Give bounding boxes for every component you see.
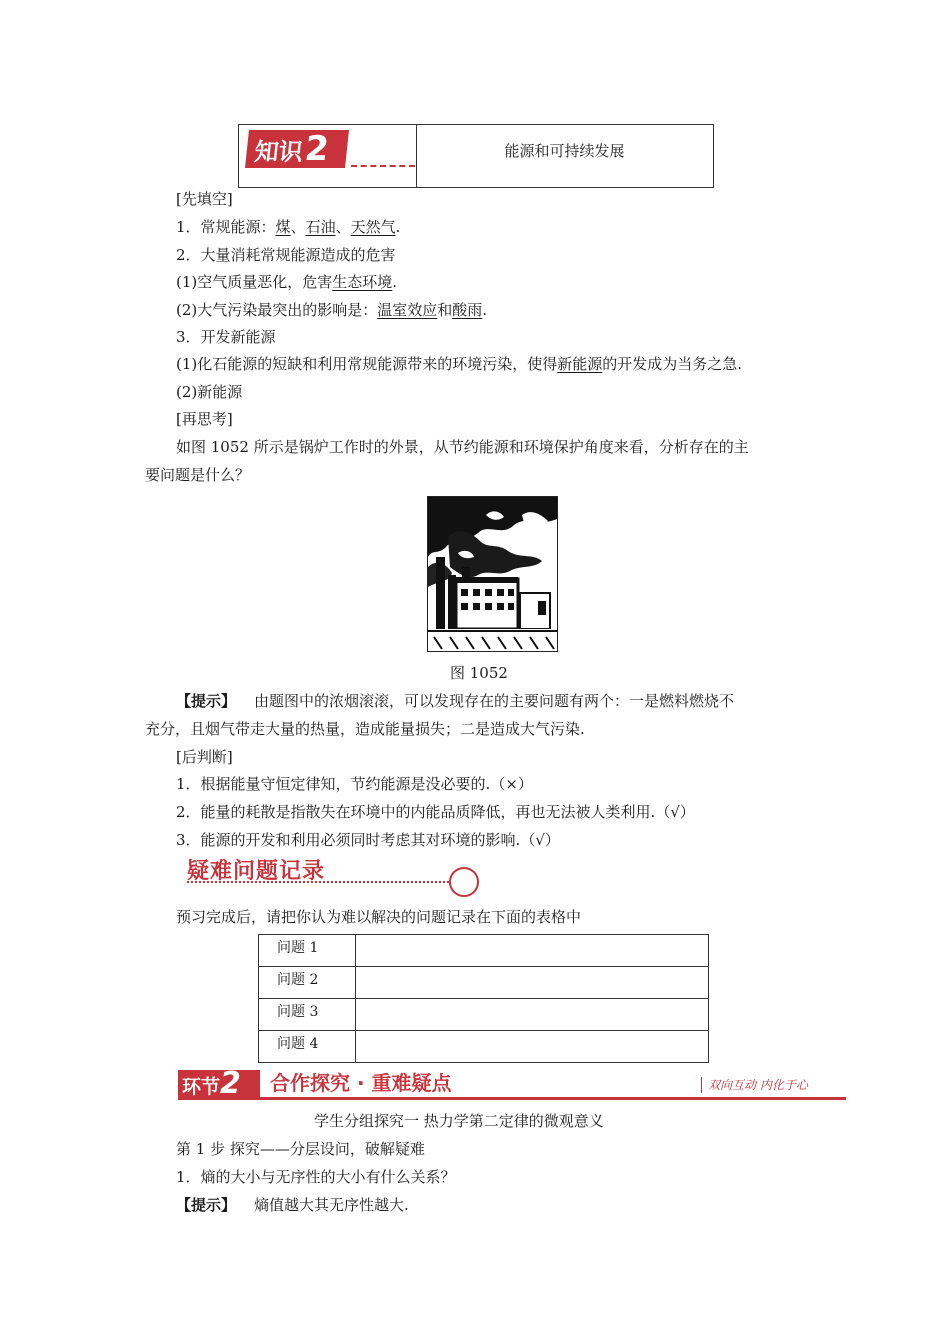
knowledge-header-box [238, 124, 714, 188]
section2-subtitle: 学生分组探究一 热力学第二定律的微观意义 [314, 1112, 604, 1130]
table-row [259, 999, 709, 1031]
section2-hint: 【提示】 熵值越大其无序性越大. [176, 1196, 409, 1214]
prefill-item2-2: (2)大气污染最突出的影响是：温室效应和酸雨. [176, 301, 488, 319]
factory-smoke-svg [428, 497, 557, 651]
table-row [259, 1031, 709, 1063]
postjudge-item: 1．根据能量守恒定律知，节约能源是没必要的.（×） [176, 775, 533, 793]
table-row [259, 967, 709, 999]
section2-tag: 环节2 [178, 1070, 260, 1097]
question-label: 问题 3 [259, 999, 356, 1031]
postjudge-item: 2．能量的耗散是指散失在环境中的内能品质降低，再也无法被人类利用.（√） [176, 803, 695, 821]
section2-right-text: 双向互动 内化于心 [701, 1077, 808, 1093]
question-label: 问题 2 [259, 967, 356, 999]
prefill-item3-2: (2)新能源 [176, 383, 243, 401]
difficult-record-banner: 疑难问题记录 [187, 859, 326, 884]
postjudge-heading: [后判断] [176, 748, 233, 766]
knowledge-tag-dashline [351, 165, 415, 167]
prefill-heading: [先填空] [176, 190, 233, 208]
prefill-item1: 1．常规能源：煤、石油、天然气. [176, 218, 401, 236]
hint-label: 【提示】 [176, 692, 237, 710]
knowledge-tag: 知识2 [245, 130, 349, 168]
section2-question1: 1．熵的大小与无序性的大小有什么关系？ [176, 1168, 456, 1186]
question-table [258, 934, 709, 1063]
rethink-heading: [再思考] [176, 410, 233, 428]
circle-icon [449, 867, 479, 897]
rethink-question-line2: 要问题是什么？ [145, 466, 251, 484]
prefill-item2-1: (1)空气质量恶化，危害生态环境. [176, 273, 398, 291]
question-answer-cell[interactable] [356, 999, 709, 1031]
difficult-record-instruction: 预习完成后，请把你认为难以解决的问题记录在下面的表格中 [176, 908, 582, 926]
question-answer-cell[interactable] [356, 1031, 709, 1063]
section2-title: 合作探究 · 重难疑点 [270, 1071, 452, 1095]
table-row [259, 935, 709, 967]
question-answer-cell[interactable] [356, 935, 709, 967]
knowledge-title: 能源和可持续发展 [504, 142, 625, 160]
rethink-hint-line2: 充分，且烟气带走大量的热量，造成能量损失；二是造成大气污染. [145, 720, 585, 738]
section2-rule [178, 1097, 846, 1100]
postjudge-item: 3．能源的开发和利用必须同时考虑其对环境的影响.（√） [176, 831, 560, 849]
hint-label: 【提示】 [176, 1196, 237, 1214]
section2-step: 第 1 步 探究——分层设问，破解疑难 [176, 1140, 425, 1158]
factory-smoke-illustration [427, 496, 558, 652]
question-answer-cell[interactable] [356, 967, 709, 999]
prefill-item2: 2．大量消耗常规能源造成的危害 [176, 246, 396, 264]
question-label: 问题 1 [259, 935, 356, 967]
figure-caption: 图 1052 [450, 664, 508, 682]
rethink-question-line1: 如图 1052 所示是锅炉工作时的外景，从节约能源和环境保护角度来看，分析存在的主 [176, 438, 749, 456]
prefill-item3-1: (1)化石能源的短缺和利用常规能源带来的环境污染，使得新能源的开发成为当务之急. [176, 355, 743, 373]
difficult-record-dotline [187, 881, 449, 883]
prefill-item3: 3．开发新能源 [176, 328, 276, 346]
section2-banner [178, 1068, 846, 1100]
question-label: 问题 4 [259, 1031, 356, 1063]
rethink-hint: 【提示】 由题图中的浓烟滚滚，可以发现存在的主要问题有两个：一是燃料燃烧不 [176, 692, 735, 710]
